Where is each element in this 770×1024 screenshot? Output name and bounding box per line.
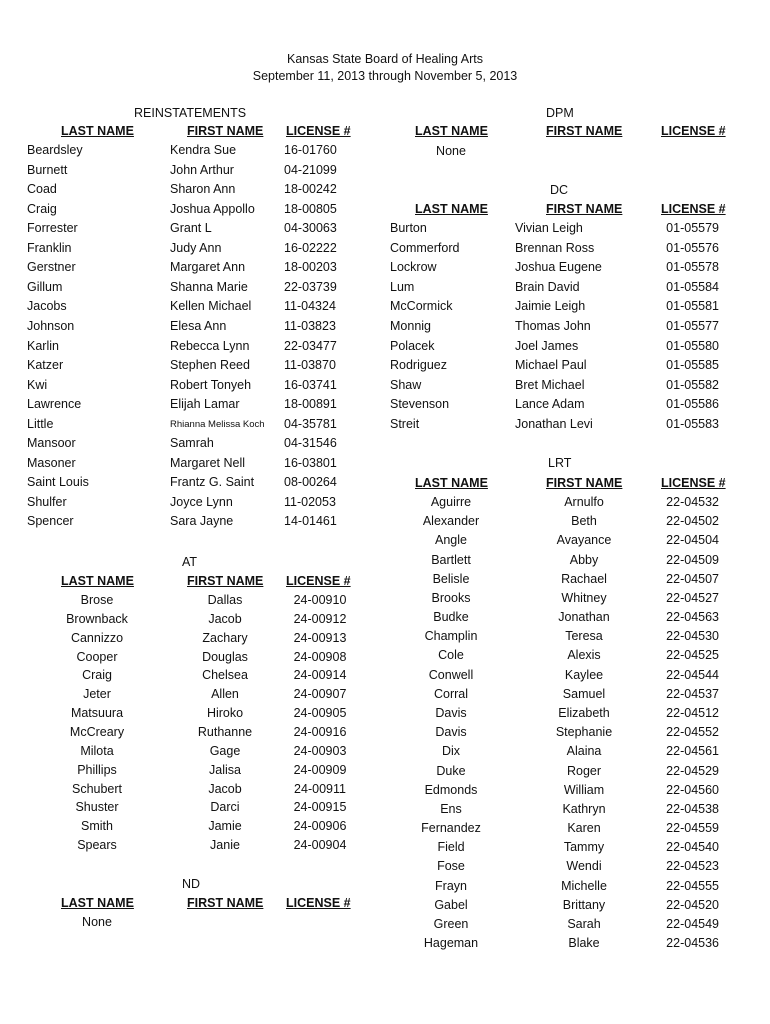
lrt-license: 22-04525 [666,648,719,663]
lrt-last-name: Alexander [422,514,480,529]
at-first-name: Jamie [208,819,242,834]
lrt-last-name: Duke [436,763,466,778]
lrt-first-name: Beth [571,514,597,529]
dc-license: 01-05577 [666,319,719,333]
doc-date-range: September 11, 2013 through November 5, 2013 [252,69,518,83]
reinstatements-last-name: Coad [27,182,57,197]
reinstatements-license: 16-03801 [284,455,337,470]
lrt-last-name: Dix [441,744,461,759]
reinstatements-first-name: Joyce Lynn [170,494,233,509]
at-license: 24-00915 [293,800,347,815]
reinstatements-first-name: Kendra Sue [170,143,237,157]
lrt-last-name: Bartlett [431,552,471,567]
reinstatements-last-name: Karlin [27,338,59,353]
lrt-last-name: Davis [435,705,467,720]
reinstatements-first-name: Sharon Ann [170,182,236,197]
reinstatements-license: 18-00242 [284,182,337,197]
lrt-last-name: Ens [440,801,462,816]
lrt-last-header: LAST NAME [415,476,488,490]
dc-last-name: Lockrow [390,260,437,275]
at-license-header: LICENSE # [286,574,351,588]
nd-license-header: LICENSE # [286,896,351,910]
reinstatements-row [0,161,770,180]
dc-license: 01-05580 [666,338,719,353]
lrt-last-name: Cole [438,648,464,663]
dpm-last-header: LAST NAME [415,124,488,138]
reinstatements-first-name: Elijah Lamar [170,397,240,412]
lrt-license: 22-04507 [666,571,719,586]
reinstatements-first-name: Samrah [170,436,214,451]
at-last-name: Phillips [77,762,117,777]
dc-row [0,278,770,297]
lrt-row [0,570,770,589]
dc-last-name: Commerford [390,240,460,255]
dc-row [0,337,770,356]
reinstatements-license: 11-04324 [284,299,336,314]
reinstatements-license: 16-03741 [284,377,337,392]
reinstatements-first-name: Rebecca Lynn [170,338,250,353]
dc-license: 01-05576 [666,240,719,255]
lrt-row [0,666,770,685]
dc-first-name: Brain David [515,279,580,294]
reinstatements-license: 16-02222 [284,240,337,255]
at-last-name: Milota [80,743,114,758]
dc-license: 01-05585 [666,358,719,373]
doc-title: Kansas State Board of Healing Arts [287,52,483,66]
lrt-first-name: Abby [569,552,599,567]
lrt-license: 22-04549 [666,916,719,931]
reinstatements-first-name: Grant L [170,221,212,236]
lrt-license: 22-04520 [666,897,719,912]
dc-first-name: Brennan Ross [515,240,595,255]
reinstatements-row [0,473,770,492]
lrt-last-name: Budke [433,610,469,625]
dc-first-name: Bret Michael [515,377,585,392]
lrt-row [0,800,770,819]
reinstatements-last-name: Shulfer [27,494,67,509]
reinstatements-first-name: Kellen Michael [170,299,252,314]
reinstatements-last-name: Johnson [27,318,75,333]
lrt-first-name: Arnulfo [564,495,604,509]
reinstatements-license: 22-03739 [284,279,337,294]
lrt-row [0,608,770,627]
lrt-license: 22-04529 [666,763,719,778]
at-license: 24-00910 [293,593,347,607]
lrt-license: 22-04560 [666,782,719,797]
at-first-name: Chelsea [202,668,248,683]
reinstatements-row [0,454,770,473]
reinstatements-last-name: Kwi [27,377,48,392]
lrt-row [0,934,770,953]
lrt-last-name: Aguirre [430,495,472,509]
at-last-name: Schubert [71,781,123,796]
reinstatements-first-name: Margaret Nell [170,455,246,470]
at-last-name: Smith [81,819,113,834]
dc-last-name: Burton [390,221,427,235]
reinstatements-license: 04-30063 [284,221,337,236]
reinstatements-last-name: Craig [27,201,57,216]
lrt-license: 22-04544 [666,667,719,682]
lrt-license: 22-04509 [666,552,719,567]
dc-row [0,376,770,395]
reinstatements-last-name: Beardsley [27,143,83,157]
reinstatements-first-name: Joshua Appollo [170,201,255,216]
lrt-last-name: Angle [435,533,467,548]
dpm-license-header: LICENSE # [661,124,726,138]
reinstatements-first-name: Elesa Ann [170,318,227,333]
reinstatements-first-name: Judy Ann [170,240,222,255]
lrt-license: 22-04540 [666,840,719,855]
reinstatements-license: 11-03823 [284,318,336,333]
lrt-license: 22-04504 [666,533,719,548]
lrt-license: 22-04502 [666,514,719,529]
lrt-row [0,877,770,896]
reinstatements-license-header: LICENSE # [286,124,351,138]
at-last-name: Craig [82,668,112,683]
lrt-last-name: Brooks [431,590,471,605]
reinstatements-license: 04-35781 [284,416,337,431]
reinstatements-last-name: Mansoor [27,436,76,451]
lrt-row [0,512,770,531]
at-first-name: Jacob [208,611,242,626]
at-last-name: Brose [80,593,114,607]
reinstatements-last-name: Masoner [27,455,76,470]
reinstatements-license: 14-01461 [284,514,337,529]
reinstatements-first-name: Margaret Ann [170,260,246,275]
lrt-license: 22-04537 [666,686,719,701]
dc-last-name: Lum [390,279,415,294]
dc-row [0,297,770,316]
dc-first-header: FIRST NAME [546,202,623,216]
dc-row [0,239,770,258]
lrt-row [0,857,770,876]
dpm-label: DPM [546,106,574,120]
lrt-last-name: Corral [433,686,469,701]
dc-row [0,258,770,277]
lrt-first-name: Tammy [563,840,605,855]
dc-last-name: Stevenson [390,397,450,412]
reinstatements-first-name: Stephen Reed [170,358,250,373]
reinstatements-license: 04-21099 [284,162,337,177]
at-first-name: Darci [210,800,240,815]
lrt-row [0,531,770,550]
lrt-license: 22-04523 [666,859,719,874]
at-first-name: Janie [210,838,240,853]
reinstatements-first-name: Frantz G. Saint [170,475,255,490]
reinstatements-last-header: LAST NAME [61,124,134,138]
lrt-license: 22-04538 [666,801,719,816]
lrt-license: 22-04532 [666,495,719,509]
lrt-last-name: Belisle [432,571,470,586]
dc-first-name: Joshua Eugene [515,260,602,275]
lrt-last-name: Davis [435,725,467,740]
at-license: 24-00914 [293,668,347,683]
lrt-license: 22-04530 [666,629,719,644]
at-license: 24-00907 [293,687,347,702]
lrt-license: 22-04552 [666,725,719,740]
at-last-name: Brownback [66,611,128,626]
lrt-first-name: Brittany [562,897,606,912]
lrt-label: LRT [548,456,572,470]
at-first-name: Allen [211,687,239,702]
lrt-last-name: Hageman [423,936,479,951]
dc-license: 01-05584 [666,279,719,294]
at-first-name: Jalisa [209,762,241,777]
lrt-last-name: Champlin [424,629,478,644]
at-last-name: Spears [77,838,117,853]
at-license: 24-00905 [293,706,347,721]
reinstatements-last-name: Jacobs [27,299,67,314]
dc-row [0,219,770,238]
reinstatements-first-name: John Arthur [170,162,234,177]
reinstatements-last-name: Little [27,416,54,431]
lrt-first-name: Wendi [566,859,602,874]
lrt-row [0,915,770,934]
lrt-first-name: William [563,782,605,797]
dc-first-name: Vivian Leigh [515,221,583,235]
nd-label: ND [182,877,201,891]
reinstatements-first-header: FIRST NAME [187,124,264,138]
lrt-license: 22-04559 [666,821,719,836]
reinstatements-last-name: Franklin [27,240,72,255]
dc-license: 01-05583 [666,417,719,431]
at-last-name: Shuster [75,800,119,815]
dc-license: 01-05578 [666,260,719,275]
lrt-first-name: Avayance [556,533,612,548]
dc-first-name: Jaimie Leigh [515,299,586,314]
lrt-last-name: Conwell [428,667,474,682]
reinstatements-row [0,434,770,453]
lrt-first-name: Alexis [567,648,601,663]
at-last-name: Matsuura [70,706,124,721]
lrt-first-name: Stephanie [555,725,613,740]
lrt-last-name: Fernandez [421,821,481,836]
nd-first-header: FIRST NAME [187,896,264,910]
dc-last-name: Monnig [390,319,431,333]
lrt-first-name: Michelle [561,878,607,893]
lrt-first-name: Roger [566,763,602,778]
lrt-row [0,896,770,915]
at-first-name: Dallas [207,593,243,607]
nd-none: None [82,915,112,929]
dc-license: 01-05586 [666,397,719,412]
reinstatements-first-name: Sara Jayne [170,514,234,529]
at-license: 24-00906 [293,819,347,834]
lrt-row [0,838,770,857]
lrt-row [0,781,770,800]
lrt-first-name: Whitney [561,590,607,605]
reinstatements-last-name: Forrester [27,221,78,236]
lrt-row [0,627,770,646]
nd-last-header: LAST NAME [61,896,134,910]
dc-label: DC [550,183,569,197]
dc-row [0,415,770,434]
lrt-license: 22-04563 [666,610,719,625]
at-license: 24-00911 [294,781,346,796]
dc-row [0,317,770,336]
reinstatements-last-name: Gillum [27,279,63,294]
dc-last-name: Shaw [390,377,422,392]
reinstatements-last-name: Katzer [27,358,64,373]
dc-first-name: Joel James [515,338,579,353]
reinstatements-license: 16-01760 [284,143,337,157]
at-label: AT [182,555,198,569]
reinstatements-last-name: Saint Louis [27,475,89,490]
at-first-name: Zachary [202,630,248,645]
lrt-first-name: Jonathan [558,610,610,625]
lrt-row [0,704,770,723]
lrt-first-name: Blake [568,936,600,951]
lrt-last-name: Field [437,840,465,855]
at-license: 24-00908 [293,649,347,664]
reinstatements-last-name: Spencer [27,514,74,529]
reinstatements-row [0,180,770,199]
lrt-license: 22-04555 [666,878,719,893]
at-first-name: Jacob [208,781,242,796]
at-last-name: Jeter [83,687,111,702]
reinstatements-last-name: Lawrence [27,397,82,412]
at-license: 24-00903 [293,743,347,758]
at-first-header: FIRST NAME [187,574,264,588]
reinstatements-license: 11-02053 [284,494,336,509]
lrt-last-name: Frayn [435,878,467,893]
at-license: 24-00912 [293,611,347,626]
lrt-row [0,551,770,570]
lrt-row [0,742,770,761]
dc-last-name: Polacek [390,338,435,353]
at-first-name: Hiroko [206,706,244,721]
reinstatements-license: 22-03477 [284,338,337,353]
dc-first-name: Thomas John [515,319,591,333]
lrt-last-name: Edmonds [424,782,478,797]
dc-row [0,395,770,414]
reinstatements-row [0,141,770,160]
lrt-license: 22-04512 [666,705,719,720]
lrt-last-name: Gabel [434,897,468,912]
lrt-last-name: Green [433,916,469,931]
reinstatements-license: 08-00264 [284,475,337,490]
reinstatements-first-name: Rhianna Melissa Koch [170,418,265,430]
reinstatements-license: 18-00891 [284,397,337,412]
dc-license: 01-05582 [666,377,719,392]
at-last-name: Cannizzo [70,630,124,645]
dpm-first-header: FIRST NAME [546,124,623,138]
dc-last-header: LAST NAME [415,202,488,216]
dc-first-name: Lance Adam [515,397,585,412]
lrt-row [0,819,770,838]
lrt-first-name: Alaina [566,744,602,759]
lrt-license: 22-04561 [666,744,719,759]
dc-first-name: Jonathan Levi [515,417,593,431]
at-last-header: LAST NAME [61,574,134,588]
dc-license: 01-05581 [666,299,719,314]
lrt-row [0,723,770,742]
at-license: 24-00909 [293,762,347,777]
lrt-first-name: Kaylee [564,667,604,682]
lrt-first-name: Karen [567,821,601,836]
lrt-last-name: Fose [437,859,465,874]
at-license: 24-00913 [293,630,347,645]
lrt-row [0,685,770,704]
reinstatements-license: 18-00805 [284,201,337,216]
dc-row [0,356,770,375]
lrt-first-name: Samuel [562,686,606,701]
lrt-row [0,646,770,665]
reinstatements-license: 18-00203 [284,260,337,275]
reinstatements-row [0,200,770,219]
reinstatements-first-name: Robert Tonyeh [170,377,252,392]
dc-first-name: Michael Paul [515,358,587,373]
at-first-name: Gage [209,743,241,758]
lrt-first-name: Rachael [561,571,607,586]
dc-last-name: McCormick [390,299,453,314]
reinstatements-last-name: Burnett [27,162,68,177]
at-first-name: Ruthanne [197,724,253,739]
dc-last-name: Rodriguez [390,358,447,373]
lrt-first-name: Sarah [567,916,601,931]
lrt-license-header: LICENSE # [661,476,726,490]
at-license: 24-00916 [293,724,347,739]
lrt-row [0,589,770,608]
lrt-row [0,762,770,781]
reinstatements-last-name: Gerstner [27,260,76,275]
lrt-license: 22-04536 [666,936,719,951]
dpm-none: None [436,144,466,158]
lrt-first-header: FIRST NAME [546,476,623,490]
at-last-name: McCreary [69,724,125,739]
lrt-row [0,493,770,512]
lrt-first-name: Teresa [565,629,603,644]
dc-license-header: LICENSE # [661,202,726,216]
at-license: 24-00904 [293,838,347,853]
dc-license: 01-05579 [666,221,719,235]
dc-last-name: Streit [390,417,420,431]
lrt-license: 22-04527 [666,590,719,605]
lrt-first-name: Elizabeth [558,705,610,720]
reinstatements-license: 11-03870 [284,358,336,373]
at-first-name: Douglas [202,649,248,664]
at-last-name: Cooper [76,649,118,664]
reinstatements-license: 04-31546 [284,436,337,451]
lrt-first-name: Kathryn [562,801,606,816]
reinstatements-first-name: Shanna Marie [170,279,248,294]
reinstatements-label: REINSTATEMENTS [134,106,247,120]
